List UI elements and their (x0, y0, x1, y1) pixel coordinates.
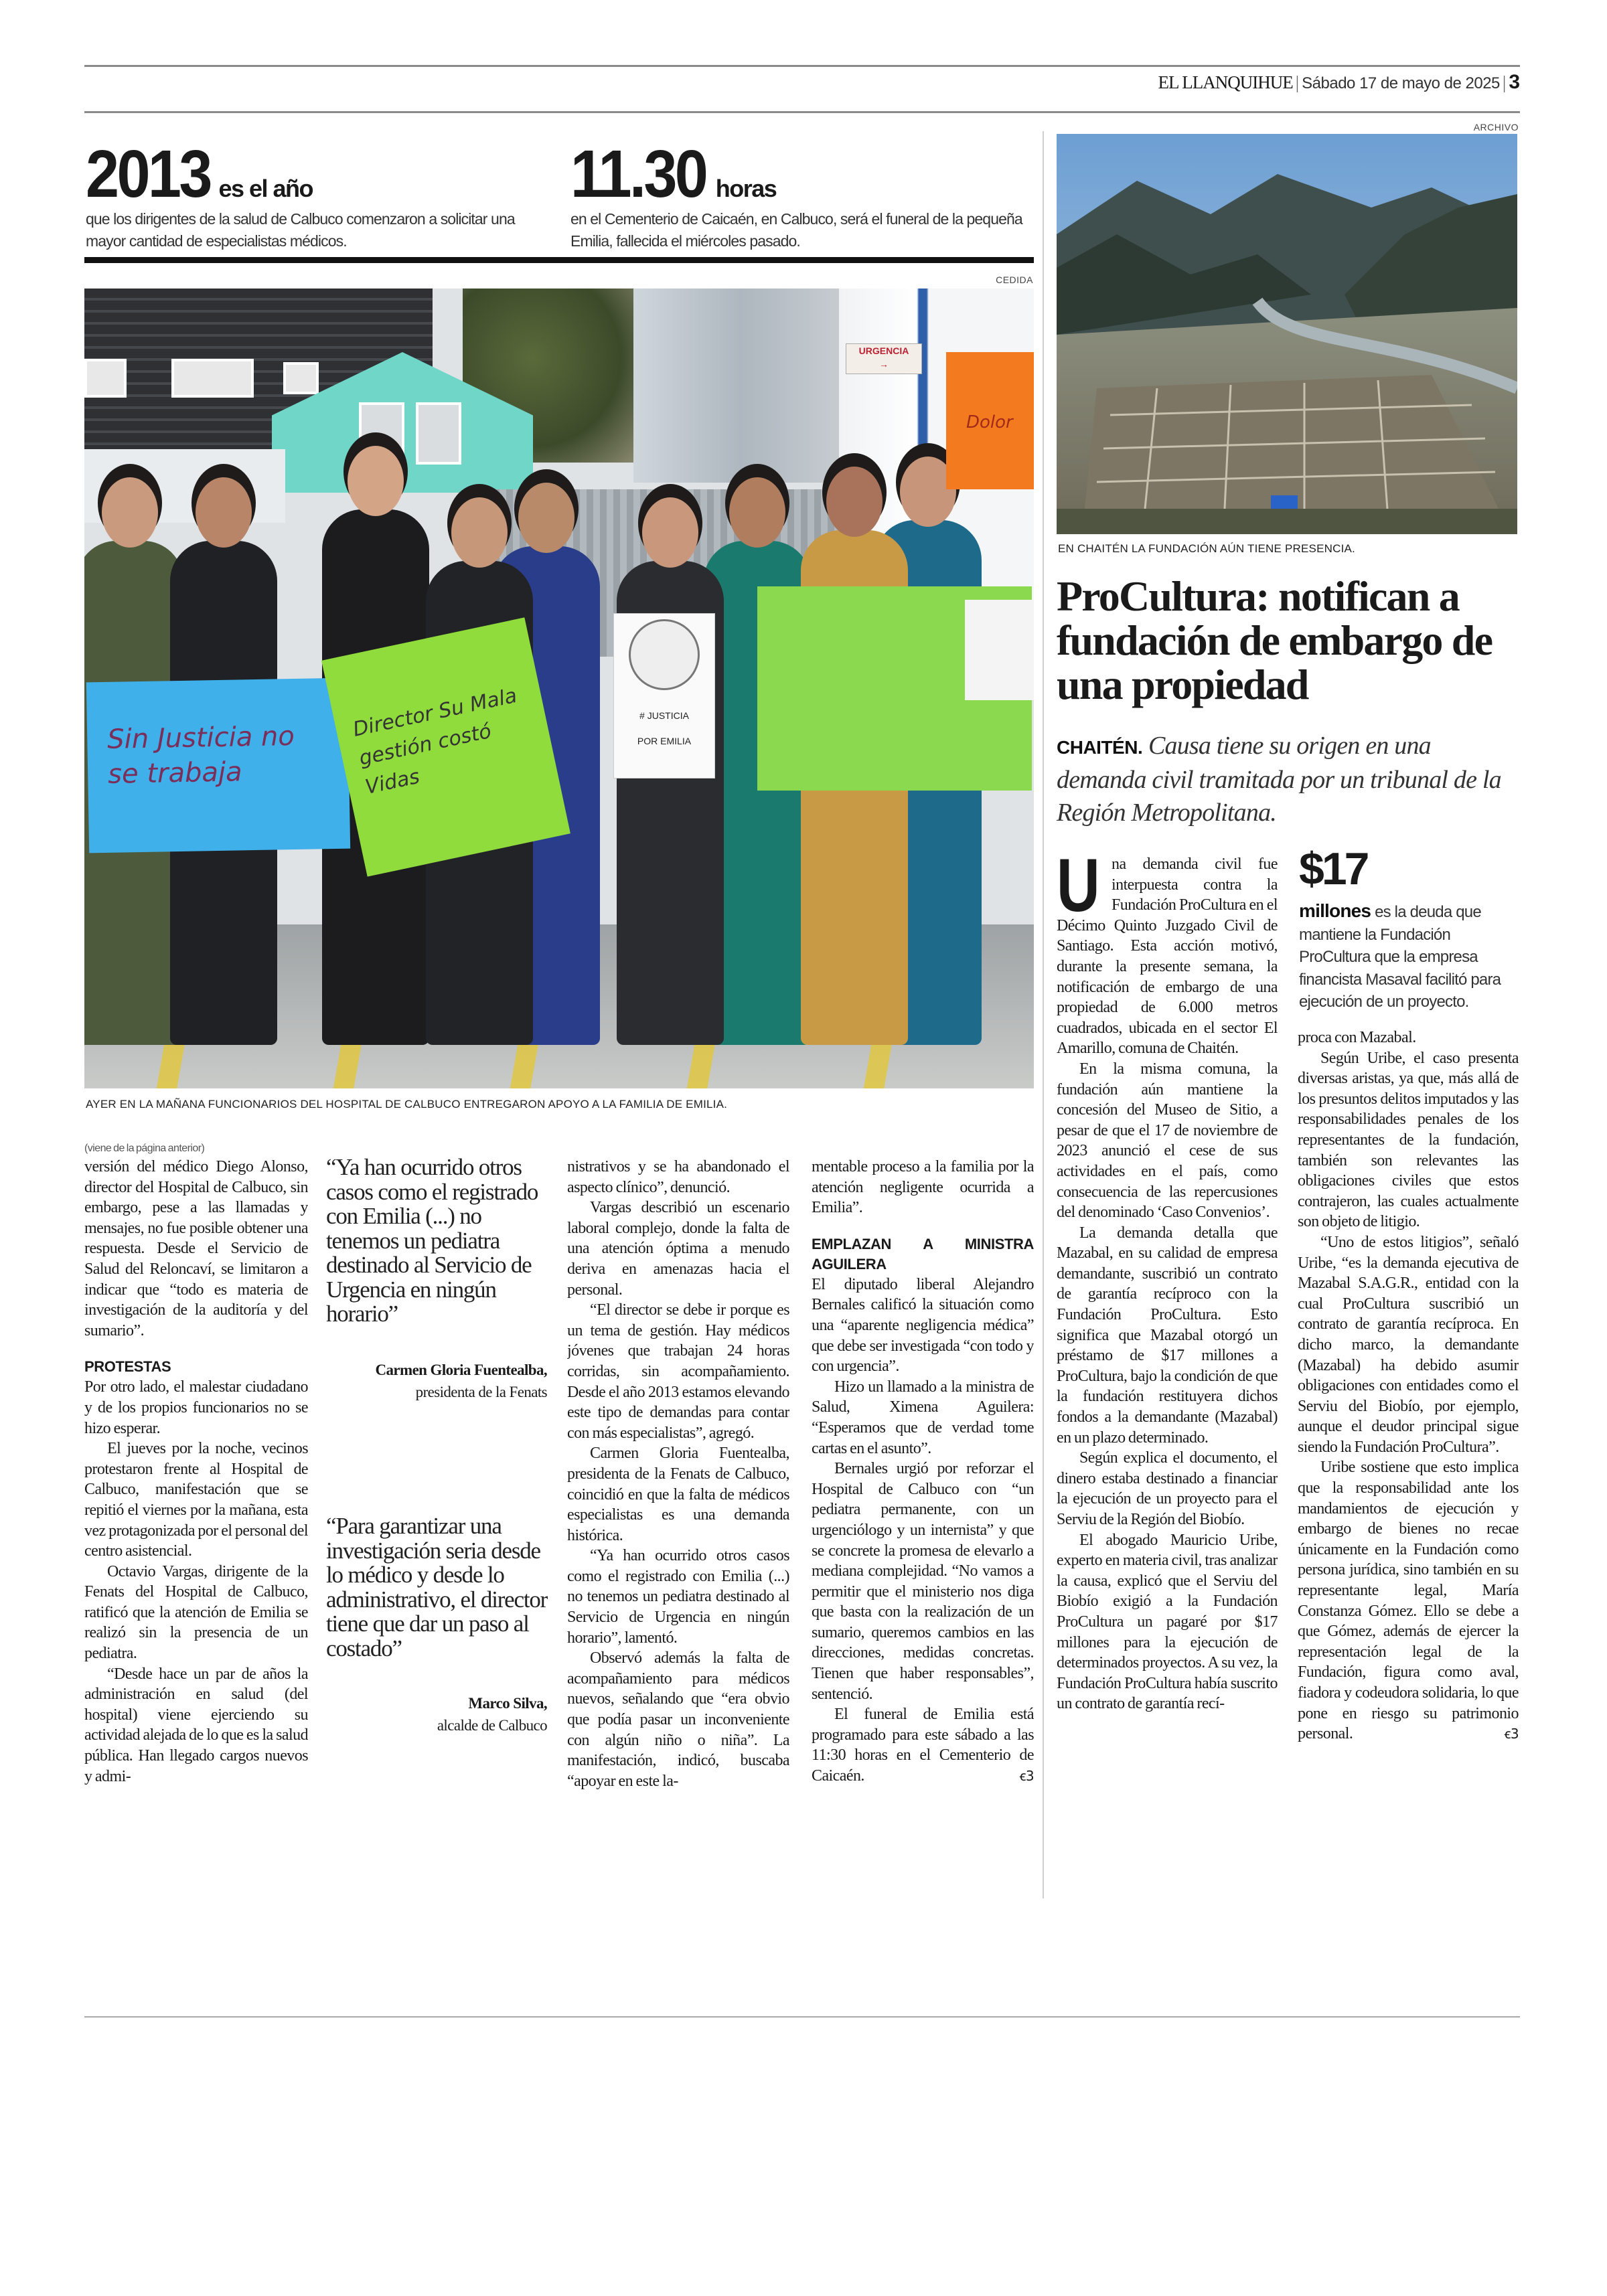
stat-description: que los dirigentes de la salud de Calbuco comenzaron a solicitar una mayor cantidad de especialistas médicos. (86, 210, 515, 250)
paragraph (567, 1300, 789, 1443)
paragraph (812, 1459, 1034, 1704)
stat-number: 2013 (86, 137, 210, 212)
photo-caption: EN CHAITÉN LA FUNDACIÓN AÚN TIENE PRESENCIA. (1058, 542, 1355, 555)
page-header: EL LLANQUIHUE | Sábado 17 de mayo de 2025 | 3 (1158, 71, 1520, 93)
fact-number: $17 (1299, 843, 1367, 894)
blue-sign: Sin Justicia no se trabaja (86, 678, 350, 853)
paragraph-text: El funeral de Emilia está programado para este sábado a las 11:30 horas en el Cementerio de Caicaén. (812, 1706, 1034, 1785)
article-column (84, 1141, 308, 1897)
paragraph-text: EMPLAZAN A MINISTRA AGUILERA (812, 1235, 1034, 1273)
fact-text: es la deuda que mantiene la Fundación ProCultura que la empresa financista Masaval facilitó para ejecución de un proyecto. (1299, 903, 1501, 1011)
paragraph-text: Uribe sostiene que esto implica que la responsabilidad ante los mandamientos de ejecución y embargo de bienes no recae únicamente en la Fundación como persona jurídica, sino también en su representante legal, María Constanza Gómez. Ello se debe a que Gómez, además de ejercer la representación legal de la Fundación, figura como aval, fiadora y codeudora solidaria, lo que pone en riesgo su patrimonio personal. (1298, 1459, 1519, 1743)
chaiten-aerial-photo (1057, 134, 1517, 534)
page-number: 3 (1509, 71, 1520, 93)
quote-author: Marco Silva, (468, 1695, 547, 1712)
stat-number: 11.30 (570, 137, 706, 212)
quote-role: alcalde de Calbuco (437, 1717, 547, 1734)
paragraph-text: Carmen Gloria Fuentealba, presidenta de la Fenats de Calbuco, coincidió en que la falta de médicos especialistas es una demanda histórica. (567, 1445, 789, 1544)
fact-box (1299, 842, 1520, 1013)
paragraph (812, 1275, 1034, 1377)
pull-quote: “Para garantizar una investigación seria desde lo médico y desde lo administrativo, el director tiene que dar un paso al costado” (326, 1513, 548, 1661)
issue-date: Sábado 17 de mayo de 2025 (1302, 74, 1500, 92)
bottom-rule (84, 2016, 1520, 2018)
article-lead (1057, 730, 1519, 829)
article-column (1057, 854, 1278, 1898)
continued-from-label (84, 1141, 308, 1157)
paragraph-text: La demanda detalla que Mazabal, en su calidad de empresa demandante, suscribió un contrato de garantía recíproco con la Fundación ProCultura. Esto significa que Mazabal otorgó un préstamo de $17 millones a ProCultura, bajo la condición de que la fundación restituyera dichos fondos a la demandante (Mazabal) en un plazo determinado. (1057, 1224, 1278, 1447)
paragraph (1057, 1059, 1278, 1223)
stats-thick-rule (84, 257, 1034, 263)
paragraph-text: Bernales urgió por reforzar el Hospital de Calbuco con “un pediatra permanente, con un urgenciólogo y un internista” y que se concrete la promesa de elevarlo a mediana complejidad. “No vamos a permitir que el ministerio nos diga que basta con la realización de un sumario, queremos cambios en las direcciones, medidas concretas. Tienen que haber responsables”, sentenció. (812, 1460, 1034, 1703)
paragraph (1057, 1223, 1278, 1449)
protest-photo (84, 289, 1034, 1088)
orange-sign: Dolor (946, 352, 1034, 489)
header-rule (84, 111, 1520, 113)
fact-unit: millones (1299, 900, 1371, 921)
paragraph-text: El jueves por la noche, vecinos protestaron frente al Hospital de Calbuco, manifestación que se repitió el viernes por la mañana, esta vez protagonizada por el personal del centro asistencial. (84, 1440, 308, 1560)
paragraph (1298, 1028, 1519, 1048)
article-column (567, 1157, 789, 1897)
paragraph-text: “Ya han ocurrido otros casos como el registrado con Emilia (...) no tenemos un pediatra destinado al Servicio de Urgencia en ningún horario”, lamentó. (567, 1547, 789, 1647)
protester-head (348, 446, 404, 516)
paragraph (1298, 1232, 1519, 1458)
emilia-poster (965, 600, 1034, 700)
stat-unit: es el año (218, 175, 313, 202)
protester-head (451, 497, 508, 568)
article-column (812, 1157, 1034, 1897)
end-of-article-icon: ꞓ3 (1019, 1768, 1034, 1785)
photo-credit: CEDIDA (996, 274, 1033, 285)
paragraph (84, 1377, 308, 1439)
protester-head (826, 467, 883, 537)
paragraph-text: Según explica el documento, el dinero estaba destinado a financiar la ejecución de un proyecto para el Serviu de la Región del Biobío. (1057, 1449, 1278, 1528)
paragraph-text: Observó además la falta de acompañamiento para médicos nuevos, señalando que “era obvio que podía pasar un inconveniente con algún niño o niña”. La manifestación, indicó, buscaba “apoyar en este la- (567, 1649, 789, 1790)
paragraph-text: PROTESTAS (84, 1358, 171, 1376)
quote-role: presidenta de la Fenats (415, 1384, 547, 1400)
paragraph (84, 1439, 308, 1562)
lead-text: Causa tiene su origen en una demanda civil tramitada por un tribunal de la Región Metropolitana. (1057, 732, 1501, 827)
protester-head (196, 477, 252, 548)
paragraph-text: “Uno de estos litigios”, señaló Uribe, “es la demanda ejecutiva de Mazabal S.A.G.R., entidad con la cual ProCultura suscribió un contrato de garantía recíproca. En dicho marco, la demandante (Mazabal) ha debido asumir obligaciones con entidades como el Serviu del Biobío, por ejemplo, aunque el deudor principal sigue siendo la Fundación ProCultura”. (1298, 1233, 1519, 1456)
paragraph-text: “Desde hace un par de años la administración en salud (del hospital) viene ejerciendo su actividad alejada de lo que es la salud pública. Han llegado cargos nuevos y admi- (84, 1665, 308, 1785)
paragraph (1057, 1448, 1278, 1530)
urgencia-sign: URGENCIA → (846, 343, 922, 374)
paragraph (567, 1198, 789, 1300)
protester-head (729, 477, 785, 548)
paragraph-text: Vargas describió un escenario laboral complejo, donde la falta de una atención óptima a menudo deriva en amenazas hacia el personal. (567, 1199, 789, 1299)
paragraph (84, 1562, 308, 1664)
paragraph (1298, 1048, 1519, 1232)
quote-attribution (326, 1692, 547, 1736)
paragraph (1298, 1457, 1519, 1744)
paragraph-text: Por otro lado, el malestar ciudadano y de los propios funcionarios no se hizo esperar. (84, 1378, 308, 1437)
paragraph (812, 1377, 1034, 1459)
protester-head (518, 483, 575, 553)
paragraph-text: El diputado liberal Alejandro Bernales calificó la situación como una “aparente negligencia médica” que debe ser investigada “con todo y con urgencia”. (812, 1275, 1034, 1376)
stat-2013 (86, 137, 554, 252)
end-of-article-icon: ꞓ3 (1504, 1726, 1519, 1742)
paragraph-text: El abogado Mauricio Uribe, experto en materia civil, tras analizar la causa, explicó que el Serviu del Biobío exigió a la Fundación ProCultura un pagaré por $17 millones para la ejecución de determinados proyectos. A su vez, la Fundación ProCultura había suscrito un contrato de garantía recí- (1057, 1531, 1278, 1713)
paragraph (567, 1648, 789, 1791)
dateline: CHAITÉN. (1057, 737, 1143, 758)
protester-head (642, 497, 698, 568)
stat-unit: horas (715, 175, 777, 202)
paragraph (1057, 1530, 1278, 1714)
drop-cap: U (1057, 854, 1100, 927)
paragraph (84, 1664, 308, 1787)
section-heading (84, 1357, 308, 1377)
paragraph-text: nistrativos y se ha abandonado el aspecto clínico”, denunció. (567, 1158, 789, 1196)
paragraph-text: “El director se debe ir porque es un tema de gestión. Hay médicos jóvenes que trabajan 24 horas corridas, sin acompañamiento. Desde el año 2013 estamos elevando este tipo de demandas para contar con más especialistas”, agregó. (567, 1301, 789, 1442)
paragraph-text: versión del médico Diego Alonso, director del Hospital de Calbuco, sin embargo, pese a las llamadas y mensajes, no fue posible obtener una respuesta. Desde el Servicio de Salud del Reloncaví, se limitaron a indicar que “todo es materia de investigación de la auditoría y del sumario”. (84, 1158, 308, 1339)
paragraph (1057, 854, 1278, 1059)
top-rule (84, 65, 1520, 67)
column-divider (1043, 131, 1044, 1898)
photo-credit: ARCHIVO (1473, 122, 1519, 133)
stat-description: en el Cementerio de Caicaén, en Calbuco, será el funeral de la pequeña Emilia, fallecida el miércoles pasado. (570, 210, 1022, 250)
paragraph (812, 1157, 1034, 1218)
paragraph-text: Octavio Vargas, dirigente de la Fenats del Hospital de Calbuco, ratificó que la atención de Emilia se realizó sin la presencia de un pediatra. (84, 1562, 308, 1663)
green-sign: Director Su Mala gestión costó Vidas (321, 617, 570, 876)
article-column (1298, 1028, 1519, 1898)
quote-author: Carmen Gloria Fuentealba, (375, 1362, 547, 1378)
paragraph-text: (viene de la página anterior) (84, 1143, 205, 1154)
stat-1130 (570, 137, 1039, 252)
justicia-por-emilia-sign: # JUSTICIA POR EMILIA (613, 613, 715, 778)
newspaper-name: EL LLANQUIHUE (1158, 72, 1293, 92)
paragraph-text: Hizo un llamado a la ministra de Salud, Ximena Aguilera: “Esperamos que de verdad tome cartas en el asunto”. (812, 1378, 1034, 1457)
paragraph (84, 1157, 308, 1341)
photo-caption: AYER EN LA MAÑANA FUNCIONARIOS DEL HOSPITAL DE CALBUCO ENTREGARON APOYO A LA FAMILIA DE EMILIA. (86, 1098, 728, 1111)
protester-head (102, 477, 158, 548)
section-heading (812, 1234, 1034, 1275)
paragraph-text: na demanda civil fue interpuesta contra la Fundación ProCultura en el Décimo Quinto Juzgado Civil de Santiago. Esta acción motivó, durante la presente semana, la notificación de embargo de una propiedad de 6.000 metros cuadrados, ubicada en el sector El Amarillo, comuna de Chaitén. (1057, 855, 1278, 1058)
paragraph (567, 1157, 789, 1198)
quote-attribution (326, 1359, 547, 1403)
paragraph (812, 1704, 1034, 1786)
pull-quote: “Ya han ocurrido otros casos como el registrado con Emilia (...) no tenemos un pediatra destinado al Servicio de Urgencia en ningún horario” (326, 1154, 538, 1327)
article-headline: ProCultura: notifican a fundación de embargo de una propiedad (1057, 572, 1493, 708)
paragraph-text: proca con Mazabal. (1298, 1029, 1416, 1046)
paragraph-text: mentable proceso a la familia por la atención negligente ocurrida a Emilia”. (812, 1158, 1034, 1217)
paragraph-text: En la misma comuna, la fundación aún mantiene la concesión del Museo de Sitio, a pesar de que el 17 de noviembre de 2023 anunció el cese de sus actividades en el país, como consecuencia de las repercusiones del denominado ‘Caso Convenios’. (1057, 1060, 1278, 1222)
paragraph (567, 1443, 789, 1546)
paragraph-text: Según Uribe, el caso presenta diversas aristas, ya que, más allá de los presuntos delitos imputados y las responsabilidades penales de los representantes de la fundación, también son relevantes las obligaciones civiles que estos contrajeron, las cuales actualmente son objeto de litigio. (1298, 1049, 1519, 1231)
paragraph (567, 1546, 789, 1648)
